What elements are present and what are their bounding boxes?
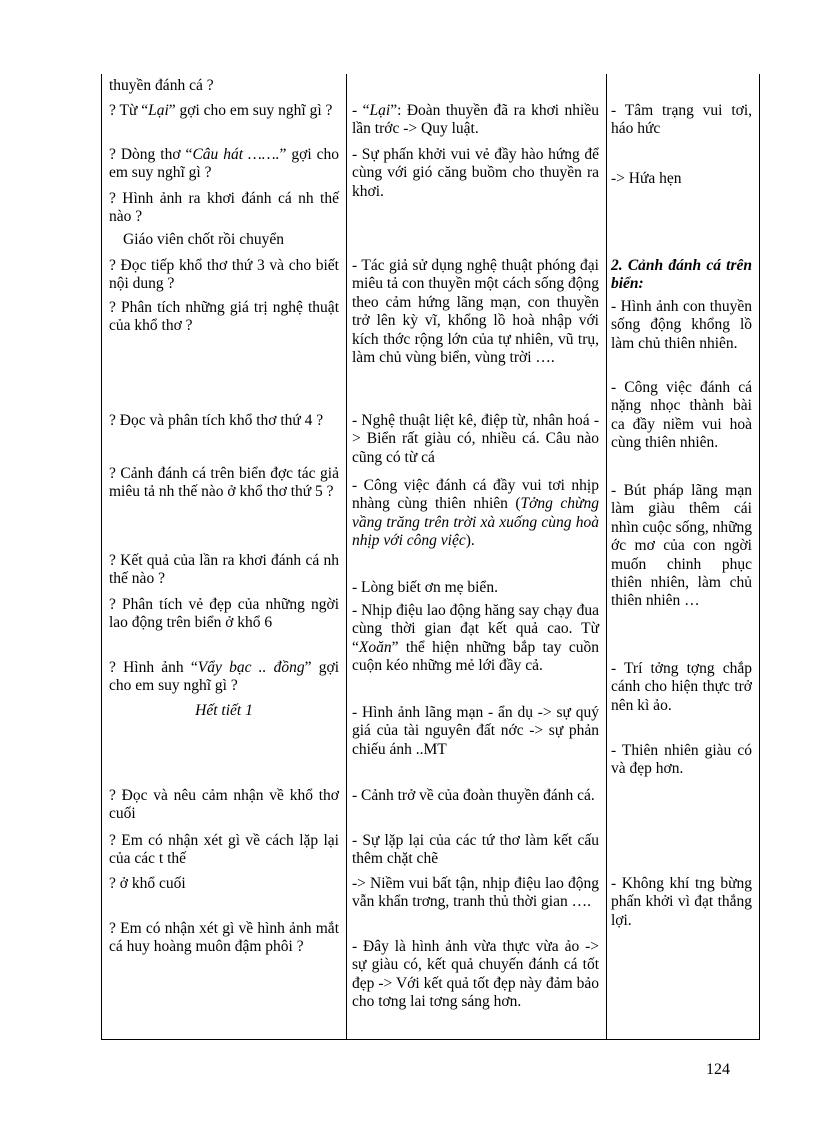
page-number: 124 [706, 1061, 730, 1078]
question-text: ? Đọc và nêu cảm nhận về khổ thơ cuối [109, 787, 339, 823]
question-text: ? Phân tích những giá trị nghệ thuật của khổ thơ ? [109, 299, 339, 335]
question-text: ? Kết quả của lần ra khơi đánh cá nh thế nào ? [109, 552, 339, 588]
answer-text: - Lòng biết ơn mẹ biển. [352, 579, 498, 596]
key-point-text: -> Hứa hẹn [611, 170, 682, 187]
section-end-label: Hết tiết 1 [195, 702, 253, 719]
question-text: ? Từ “Lại” gợi cho em suy nghĩ gì ? [109, 102, 333, 119]
answer-text: - Cảnh trở về của đoàn thuyền đánh cá. [352, 787, 595, 804]
answer-text: - Đây là hình ảnh vừa thực vừa ảo -> sự giàu có, kết quả chuyến đánh cá tốt đẹp -> Với kết quả tốt đẹp này đảm bảo cho tơng lai tơng sáng hơn. [352, 938, 599, 1011]
question-text: ? Đọc và phân tích khổ thơ thứ 4 ? [109, 412, 324, 429]
key-point-text: - Công việc đánh cá nặng nhọc thành bài ca đầy niềm vui hoà cùng thiên nhiên. [611, 379, 752, 452]
question-text: ? Hình ảnh ra khơi đánh cá nh thế nào ? [109, 190, 339, 226]
teacher-note: Giáo viên chốt rồi chuyển [123, 231, 284, 248]
key-point-text: - Không khí tng bừng phấn khởi vì đạt thắng lợi. [611, 875, 752, 929]
question-text: thuyền đánh cá ? [109, 77, 214, 94]
answer-text: - Tác giả sử dụng nghệ thuật phóng đại miêu tả con thuyền một cách sống động theo cảm hứng lãng mạn, con thuyền trở lên kỳ vĩ, khổng lồ hoà nhập với kích thớc rộng lớn của tự nhiên, vũ trụ, làm chủ vùng biển, vùng trời …. [352, 257, 599, 367]
question-text: ? ở khổ cuối [109, 875, 186, 892]
key-point-text: - Hình ảnh con thuyền sống động khổng lồ làm chủ thiên nhiên. [611, 298, 752, 352]
lesson-table [101, 74, 760, 1040]
answer-text: - Nghệ thuật liệt kê, điệp từ, nhân hoá -> Biển rất giàu có, nhiều cá. Câu nào cũng có từ cá [352, 412, 599, 466]
key-point-text: - Bút pháp lãng mạn làm giàu thêm cái nhìn cuộc sống, những ớc mơ của con ngời muốn chinh phục thiên nhiên, làm chủ thiên nhiên … [611, 482, 752, 610]
answer-text: - Sự lặp lại của các tứ thơ làm kết cấu thêm chặt chẽ [352, 832, 599, 868]
answer-text: -> Niềm vui bất tận, nhịp điệu lao động vẫn khẩn trơng, tranh thủ thời gian …. [352, 875, 599, 911]
answer-text: - Nhịp điệu lao động hăng say chạy đua cùng thời gian đạt kết quả cao. Từ “Xoăn” thể hiện những bắp tay cuồn cuộn kéo những mẻ lới đầy cả. [352, 602, 599, 675]
column-divider-2 [606, 74, 607, 1039]
question-text: ? Em có nhận xét gì về cách lặp lại của các t thế [109, 832, 339, 868]
question-text: ? Dòng thơ “Câu hát …….” gợi cho em suy nghĩ gì ? [109, 146, 339, 182]
question-text: ? Hình ảnh “Vẩy bạc .. đồng” gợi cho em suy nghĩ gì ? [109, 659, 340, 695]
answer-text: - Sự phấn khởi vui vẻ đầy hào hứng để cùng với gió căng buồm cho thuyền ra khơi. [352, 146, 599, 200]
question-text: ? Cảnh đánh cá trên biển đợc tác giả miêu tả nh thế nào ở khổ thơ thứ 5 ? [109, 465, 339, 501]
key-point-text: - Thiên nhiên giàu có và đẹp hơn. [611, 742, 752, 778]
question-text: ? Phân tích vẻ đẹp của những ngời lao động trên biển ở khổ 6 [109, 596, 339, 632]
question-text: ? Đọc tiếp khổ thơ thứ 3 và cho biết nội dung ? [109, 257, 339, 293]
section-heading: 2. Cảnh đánh cá trên biển: [611, 257, 752, 293]
answer-text: - Hình ảnh lãng mạn - ẩn dụ -> sự quý giá của tài nguyên đất nớc -> sự phản chiếu ánh ..MT [352, 704, 599, 758]
key-point-text: - Trí tởng tợng chắp cánh cho hiện thực trở nên kì ảo. [611, 660, 752, 714]
column-divider-1 [346, 74, 347, 1039]
answer-text: - “Lại”: Đoàn thuyền đã ra khơi nhiều lần trớc -> Quy luật. [352, 102, 599, 138]
answer-text: - Công việc đánh cá đầy vui tơi nhịp nhàng cùng thiên nhiên (Tởng chừng vầng trăng trên trời xà xuống cùng hoà nhịp với công việc). [352, 477, 599, 550]
question-text: ? Em có nhận xét gì về hình ảnh mắt cá huy hoàng muôn đậm phôi ? [109, 920, 339, 956]
key-point-text: - Tâm trạng vui tơi, háo hức [611, 102, 752, 138]
